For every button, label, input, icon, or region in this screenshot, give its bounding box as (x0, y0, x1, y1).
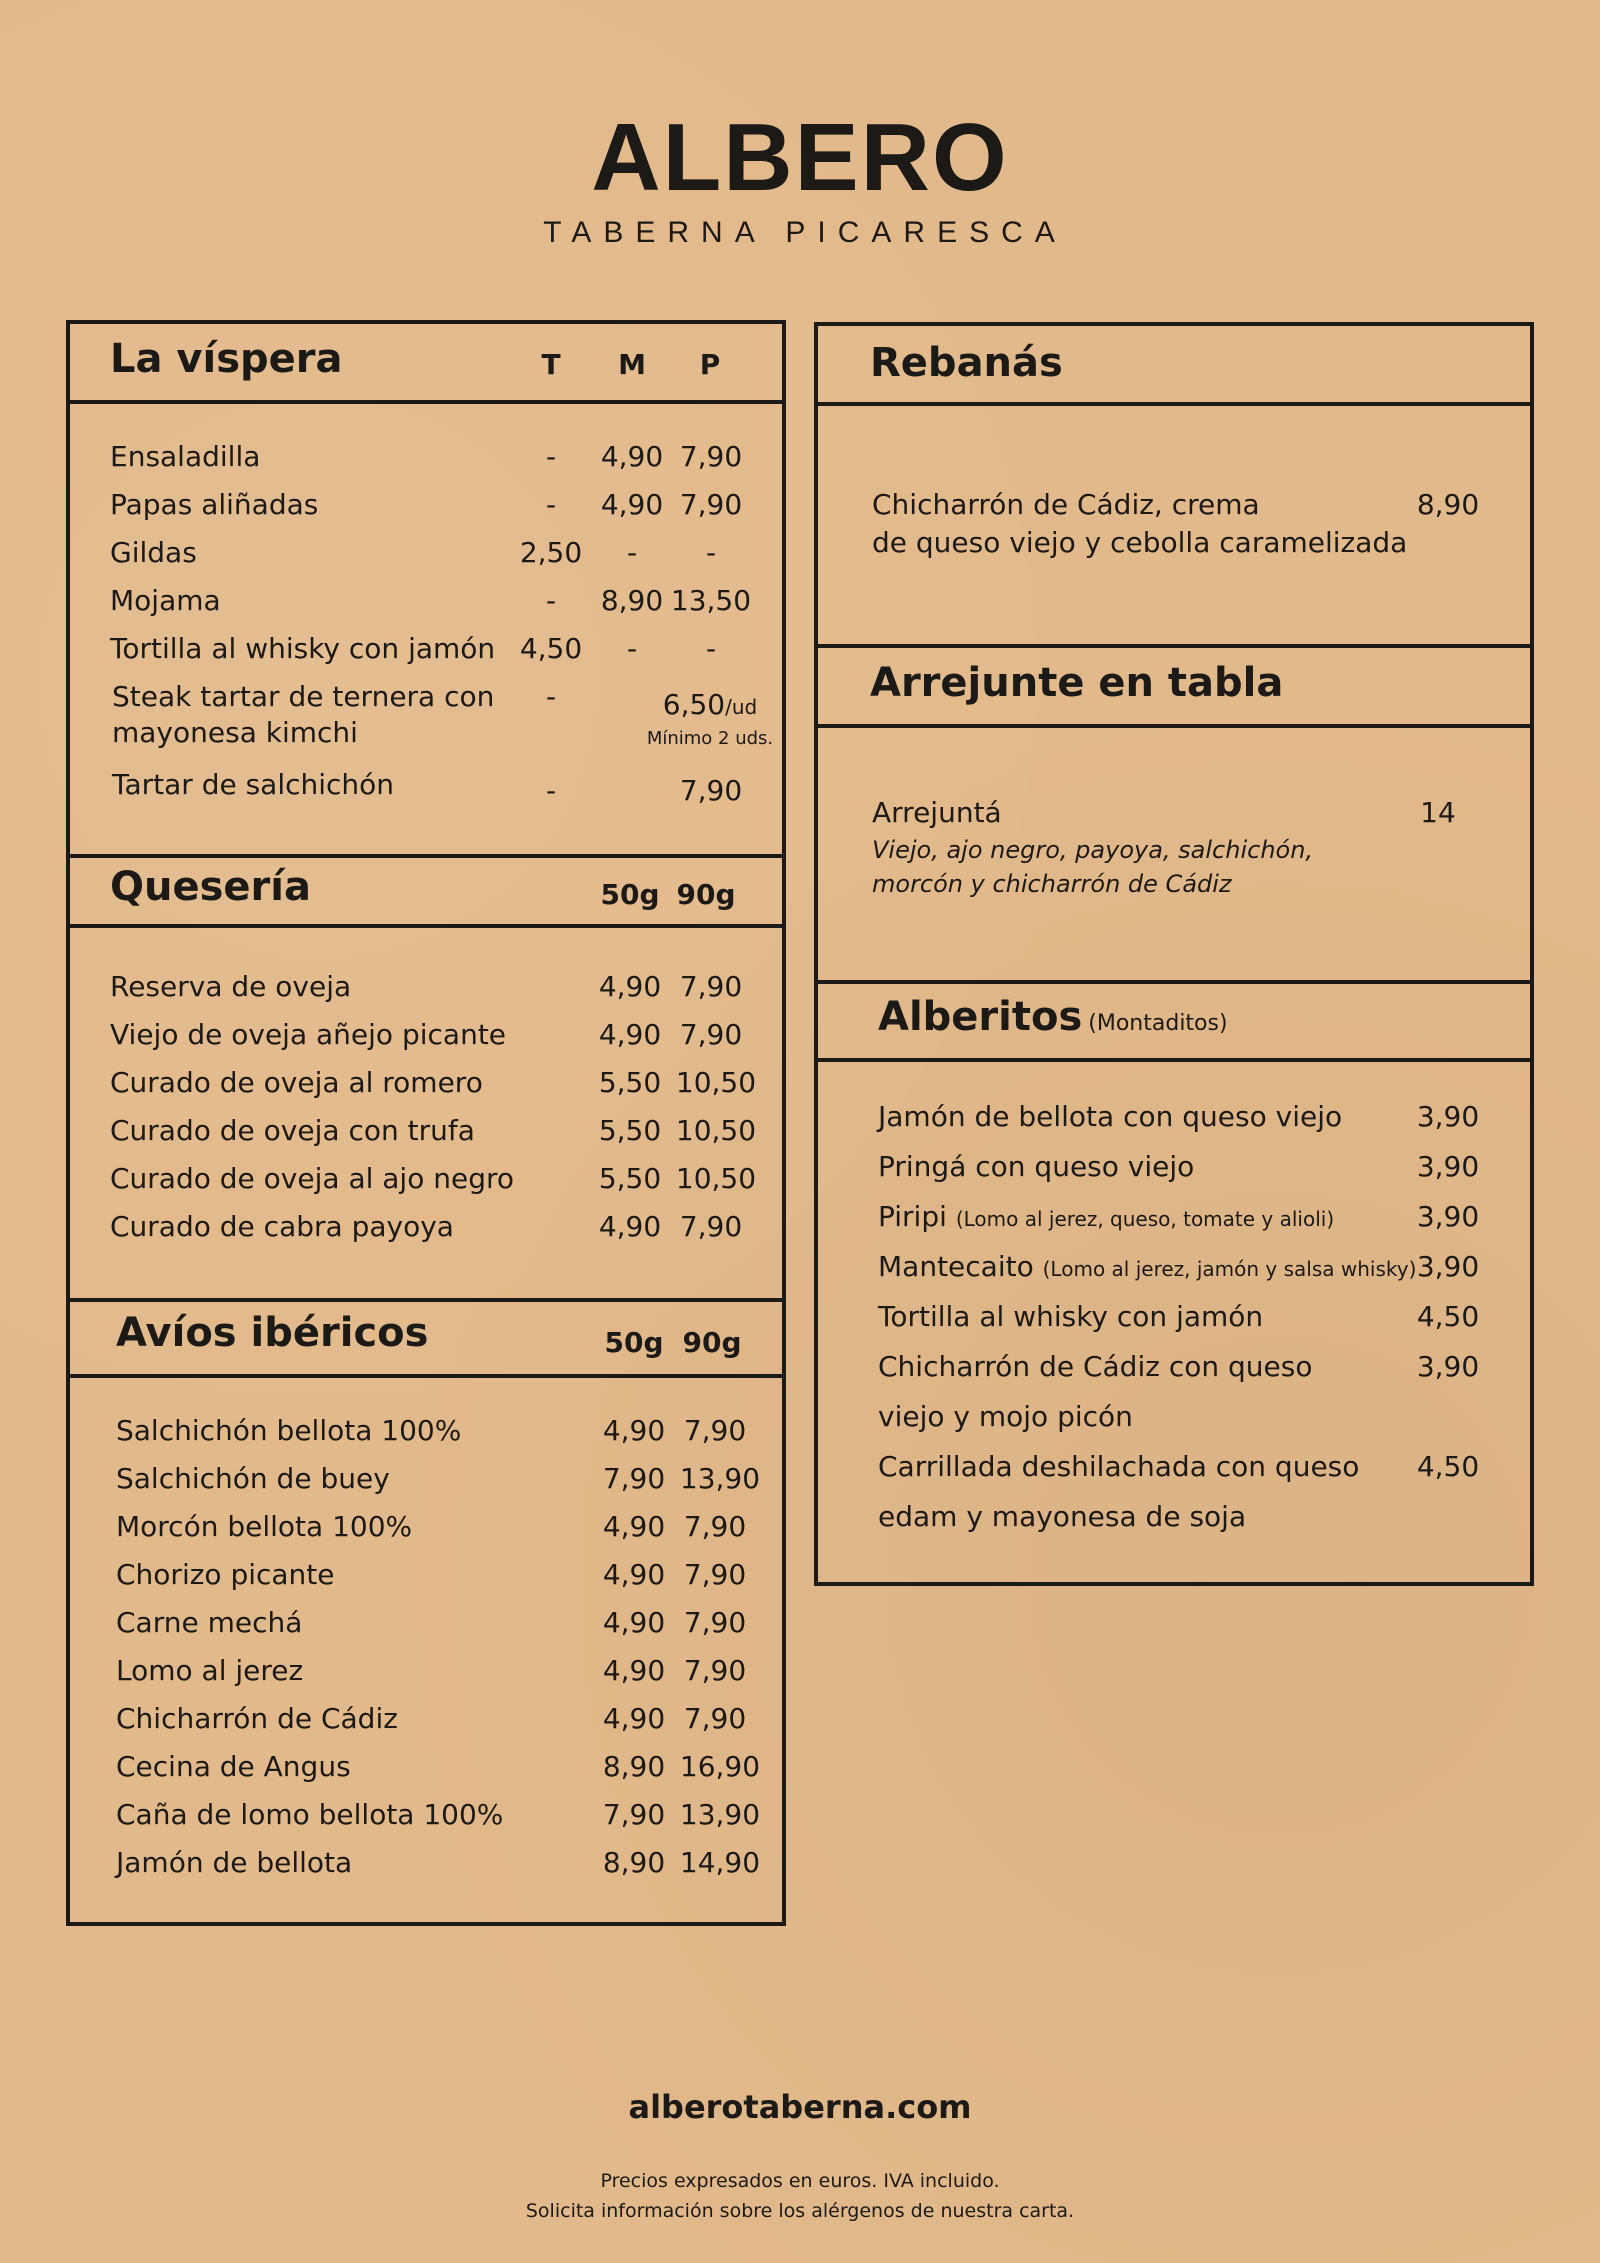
list-item: Chicharrón de Cádiz, crema (872, 488, 1260, 521)
price-90g: 10,50 (675, 1114, 757, 1147)
price: 14 (1420, 796, 1456, 829)
price-t: 4,50 (519, 632, 583, 665)
price-90g: 7,90 (679, 1210, 743, 1243)
website-link[interactable]: alberotaberna.com (628, 2088, 972, 2126)
divider (818, 402, 1530, 406)
list-item: Morcón bellota 100% (116, 1510, 413, 1543)
list-item: Reserva de oveja (110, 970, 352, 1003)
list-item: Jamón de bellota con queso viejo (878, 1100, 1343, 1133)
list-item: Carrillada deshilachada con queso (878, 1450, 1360, 1483)
list-item: Arrejuntá (872, 796, 1002, 829)
brand-tagline: TABERNA PICARESCA (543, 216, 1067, 249)
price: 4,50 (1416, 1450, 1480, 1483)
column-header-90g: 90g (682, 1326, 742, 1359)
price-90g: 7,90 (679, 970, 743, 1003)
list-item: Papas aliñadas (110, 488, 319, 521)
list-item: Chicharrón de Cádiz con queso (878, 1350, 1313, 1383)
list-item: Carne mechá (116, 1606, 303, 1639)
list-item: de queso viejo y cebolla caramelizada (872, 526, 1408, 559)
price-50g: 4,90 (598, 1210, 662, 1243)
section-subtitle: (Montaditos) (1088, 1011, 1228, 1036)
price-90g: 13,90 (679, 1798, 761, 1831)
price-m: - (626, 632, 638, 665)
price-50g: 4,90 (598, 970, 662, 1003)
price: 4,50 (1416, 1300, 1480, 1333)
list-item (878, 1250, 1416, 1283)
divider (818, 980, 1530, 984)
list-item: Caña de lomo bellota 100% (116, 1798, 504, 1831)
list-item: Salchichón de buey (116, 1462, 390, 1495)
price-50g: 7,90 (602, 1462, 666, 1495)
list-item: Tortilla al whisky con jamón (110, 632, 496, 665)
price-50g: 4,90 (602, 1510, 666, 1543)
divider (70, 1374, 782, 1378)
list-item: Gildas (110, 536, 197, 569)
price-p: 7,90 (679, 440, 743, 473)
price-50g: 5,50 (598, 1114, 662, 1147)
column-header-m: M (618, 348, 646, 381)
price-50g: 7,90 (602, 1798, 666, 1831)
list-item: Pringá con queso viejo (878, 1150, 1195, 1183)
list-item: viejo y mojo picón (878, 1400, 1133, 1433)
divider (818, 724, 1530, 728)
price-50g: 4,90 (602, 1414, 666, 1447)
column-header-t: T (541, 348, 561, 381)
price-50g: 5,50 (598, 1066, 662, 1099)
price: 3,90 (1416, 1250, 1480, 1283)
price-t: - (545, 488, 557, 521)
divider (818, 1058, 1530, 1062)
price-90g: 7,90 (683, 1414, 747, 1447)
price-m: 8,90 (600, 584, 664, 617)
price-p: 7,90 (679, 488, 743, 521)
list-item: Curado de cabra payoya (110, 1210, 454, 1243)
price-t: - (545, 680, 557, 713)
list-item: Lomo al jerez (116, 1654, 304, 1687)
list-item: Cecina de Angus (116, 1750, 351, 1783)
divider (70, 1298, 782, 1302)
list-item: Curado de oveja con trufa (110, 1114, 475, 1147)
price-90g: 7,90 (683, 1654, 747, 1687)
right-menu-panel (814, 322, 1534, 1586)
list-item: Curado de oveja al romero (110, 1066, 483, 1099)
column-header-50g: 50g (600, 878, 660, 911)
price-90g: 13,90 (679, 1462, 761, 1495)
price: 3,90 (1416, 1350, 1480, 1383)
price-p: 7,90 (679, 774, 743, 807)
footer-note-allergens: Solicita información sobre los alérgenos de nuestra carta. (525, 2200, 1075, 2222)
price-90g: 14,90 (679, 1846, 761, 1879)
price-90g: 7,90 (683, 1510, 747, 1543)
price-50g: 4,90 (602, 1558, 666, 1591)
item-description: morcón y chicharrón de Cádiz (872, 870, 1232, 898)
price-m: - (626, 536, 638, 569)
price-90g: 7,90 (679, 1018, 743, 1051)
column-header-90g: 90g (676, 878, 736, 911)
price-50g: 4,90 (602, 1654, 666, 1687)
list-item: edam y mayonesa de soja (878, 1500, 1247, 1533)
section-title-arrejunte: Arrejunte en tabla (870, 660, 1284, 706)
list-item: Mojama (110, 584, 221, 617)
list-item: Tortilla al whisky con jamón (878, 1300, 1264, 1333)
price: 3,90 (1416, 1150, 1480, 1183)
section-title-la-vispera: La víspera (110, 336, 343, 382)
price-50g: 5,50 (598, 1162, 662, 1195)
list-item: Tartar de salchichón (112, 768, 395, 801)
price-t: 2,50 (519, 536, 583, 569)
menu-header (0, 104, 1600, 250)
column-header-p: P (699, 348, 721, 381)
price-t: - (545, 584, 557, 617)
left-menu-panel (66, 320, 786, 1926)
minimum-note: Mínimo 2 uds. (646, 728, 774, 749)
column-header-50g: 50g (604, 1326, 664, 1359)
price-90g: 16,90 (679, 1750, 761, 1783)
price-90g: 7,90 (683, 1702, 747, 1735)
footer-note-prices: Precios expresados en euros. IVA incluido. (600, 2170, 1000, 2192)
section-title-avios: Avíos ibéricos (116, 1310, 429, 1356)
price-p (650, 688, 770, 721)
list-item: Chorizo picante (116, 1558, 335, 1591)
list-item: Viejo de oveja añejo picante (110, 1018, 507, 1051)
divider (70, 400, 782, 404)
list-item: mayonesa kimchi (112, 716, 358, 749)
price-50g: 8,90 (602, 1750, 666, 1783)
price-90g: 7,90 (683, 1558, 747, 1591)
price-m: 4,90 (600, 440, 664, 473)
item-detail: (Lomo al jerez, jamón y salsa whisky) (1042, 1257, 1417, 1281)
list-item: Salchichón bellota 100% (116, 1414, 462, 1447)
price-50g: 4,90 (602, 1702, 666, 1735)
section-title-text: Alberitos (878, 994, 1083, 1040)
list-item: Curado de oveja al ajo negro (110, 1162, 515, 1195)
list-item: Ensaladilla (110, 440, 261, 473)
price: 8,90 (1416, 488, 1480, 521)
price-m: 4,90 (600, 488, 664, 521)
price-90g: 10,50 (675, 1066, 757, 1099)
section-title-queseria: Quesería (110, 864, 311, 910)
price-p: 13,50 (670, 584, 752, 617)
price-t: - (545, 774, 557, 807)
item-description: Viejo, ajo negro, payoya, salchichón, (872, 836, 1314, 864)
price: 3,90 (1416, 1100, 1480, 1133)
price-value: 6,50 (662, 688, 726, 721)
price-p: - (705, 632, 717, 665)
list-item: Steak tartar de ternera con (112, 680, 495, 713)
price-50g: 4,90 (602, 1606, 666, 1639)
divider (818, 644, 1530, 648)
item-detail: (Lomo al jerez, queso, tomate y alioli) (955, 1207, 1335, 1231)
price-90g: 10,50 (675, 1162, 757, 1195)
divider (70, 854, 782, 858)
list-item (878, 1200, 1334, 1233)
price-50g: 4,90 (598, 1018, 662, 1051)
price-50g: 8,90 (602, 1846, 666, 1879)
section-title-alberitos (878, 994, 1228, 1040)
item-name: Piripi (878, 1200, 947, 1233)
price-p: - (705, 536, 717, 569)
brand-logo: ALBERO (591, 104, 1009, 211)
price-t: - (545, 440, 557, 473)
item-name: Mantecaito (878, 1250, 1034, 1283)
price-90g: 7,90 (683, 1606, 747, 1639)
list-item: Jamón de bellota (116, 1846, 353, 1879)
price: 3,90 (1416, 1200, 1480, 1233)
price-unit: /ud (725, 695, 758, 719)
list-item: Chicharrón de Cádiz (116, 1702, 398, 1735)
section-title-rebanas: Rebanás (870, 340, 1063, 386)
divider (70, 924, 782, 928)
